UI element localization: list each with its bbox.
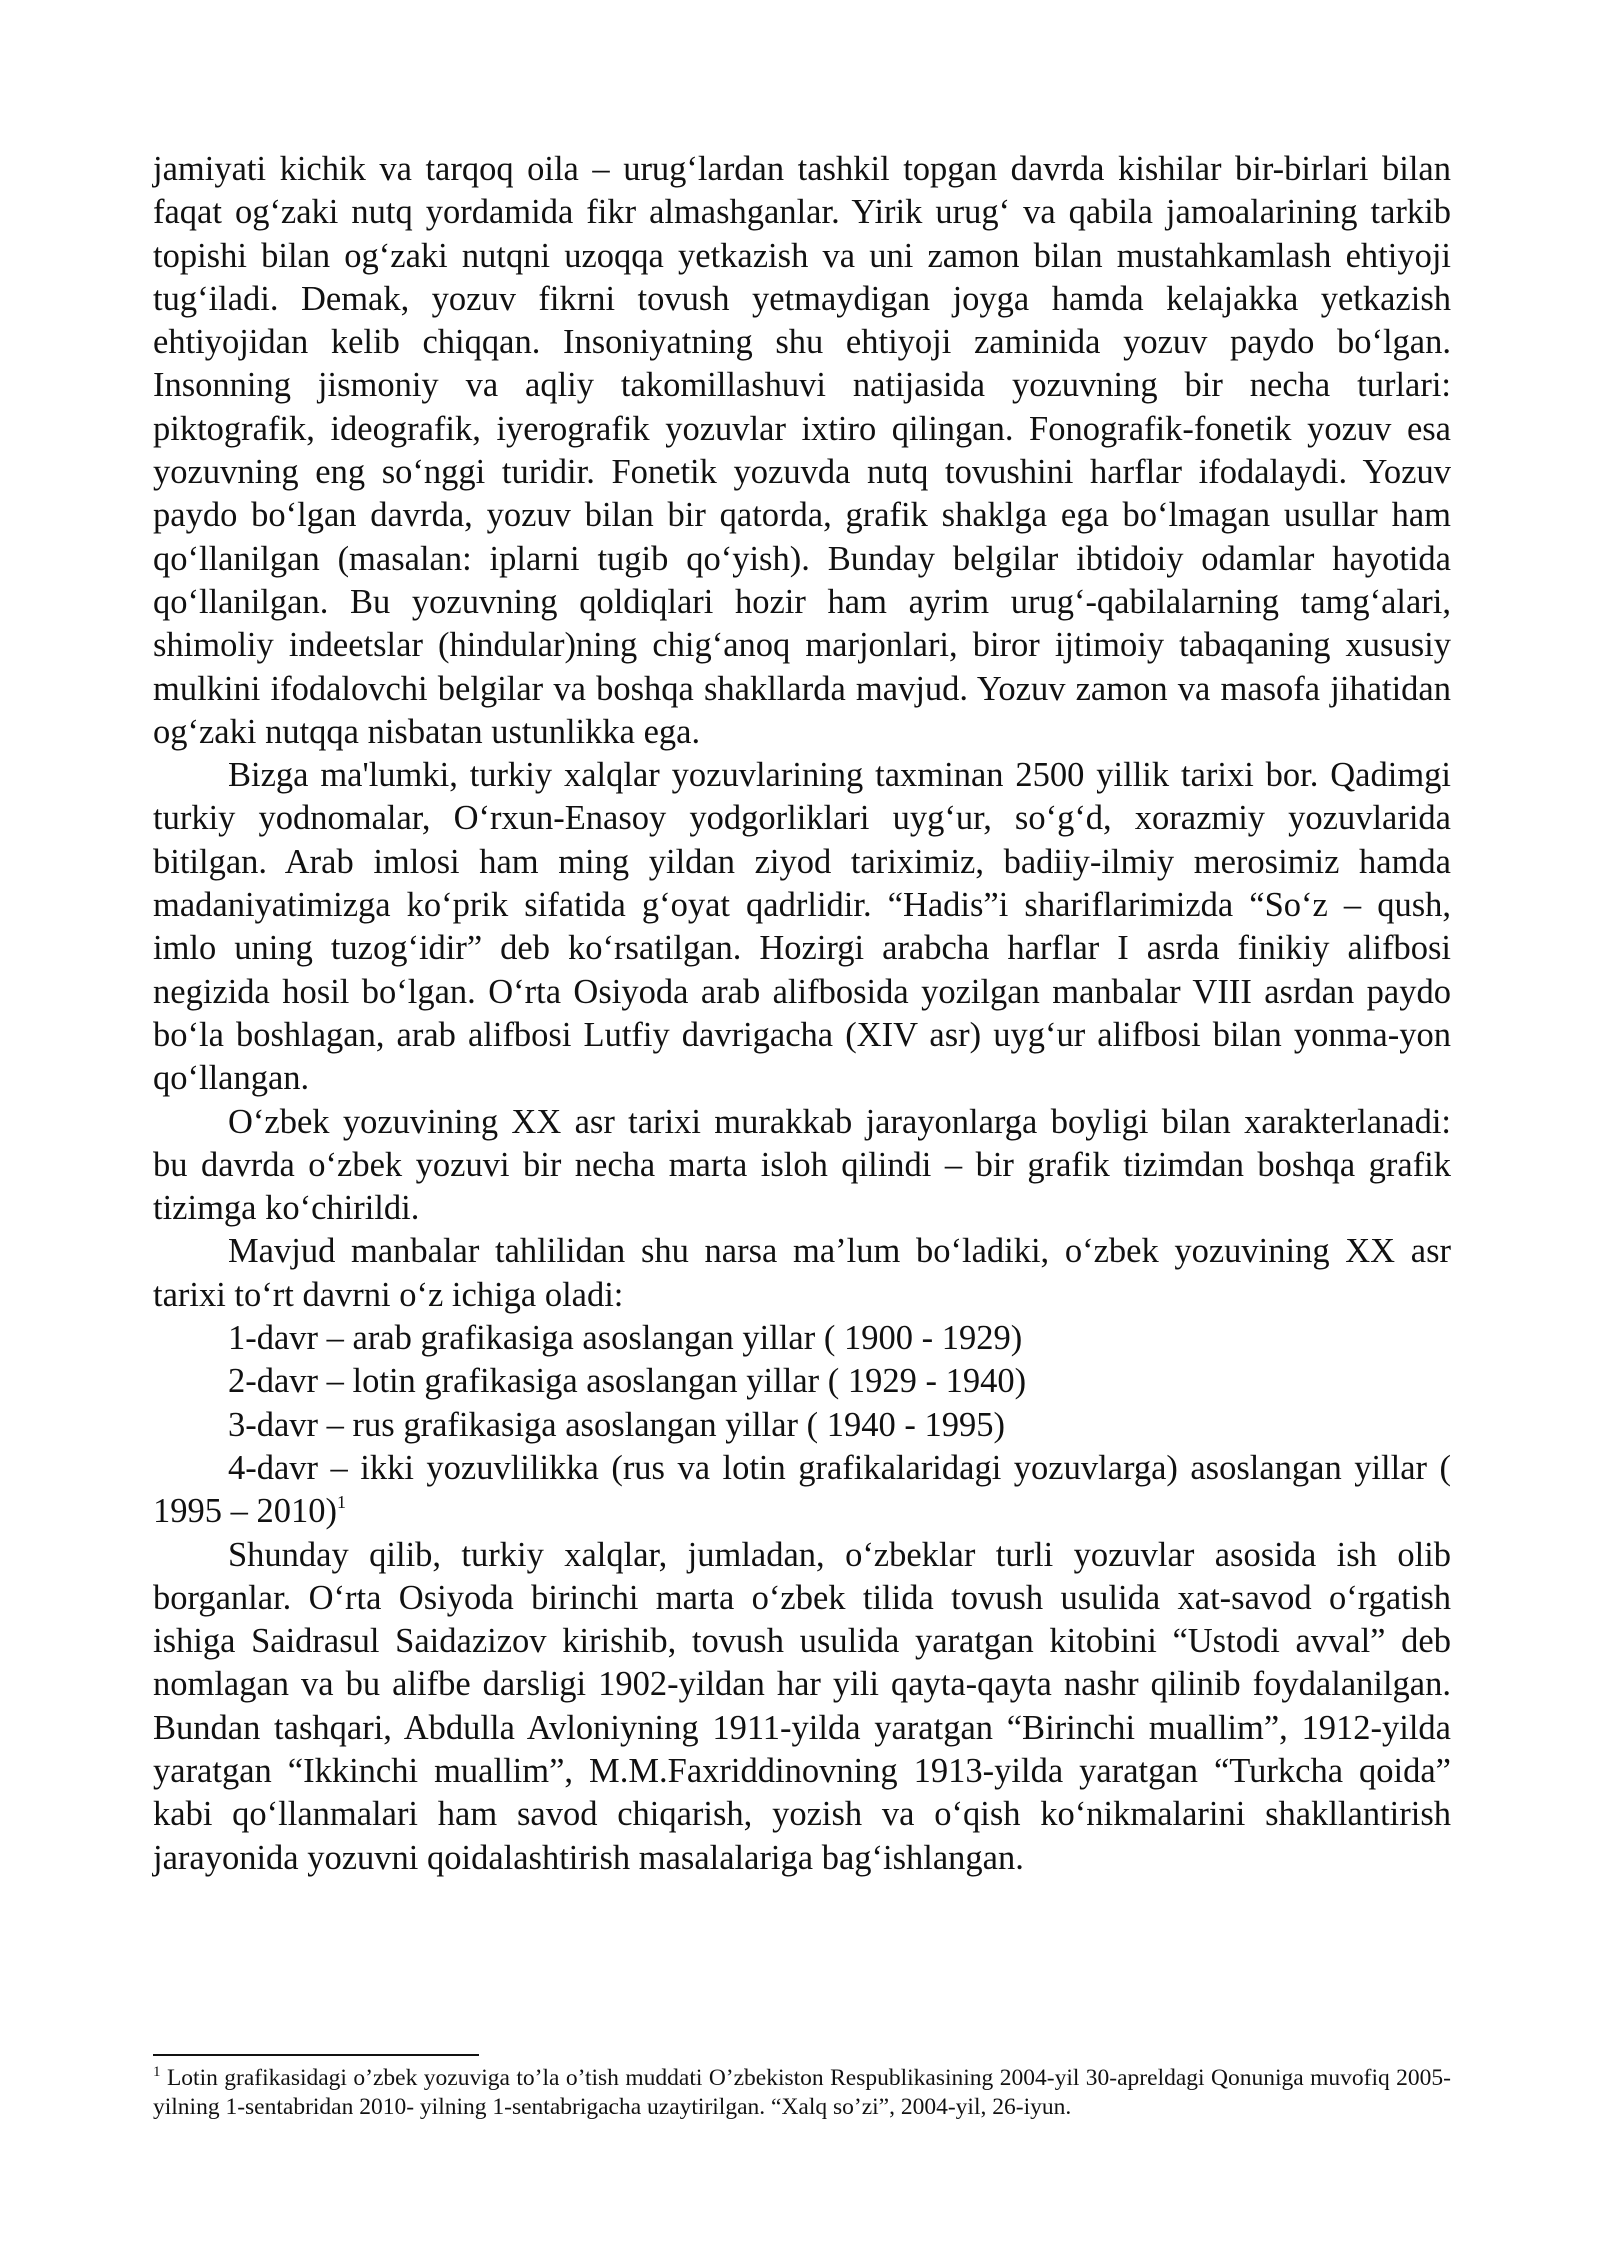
paragraph-turkic-scripts: Bizga ma'lumki, turkiy xalqlar yozuvlarining taxminan 2500 yillik tarixi bor. Qadimgi turkiy yodnomalar, O‘rxun-Enasoy yodgorliklari uyg‘ur, so‘g‘d, xorazmiy yozuvlarida bitilgan. Arab imlosi ham ming yildan ziyod tariximiz, badiiy-ilmiy merosimiz hamda madaniyatimizga ko‘prik sifatida g‘oyat qadrlidir. “Hadis”i shariflarimizda “So‘z – qush, imlo uning tuzog‘idir” deb ko‘rsatilgan. Hozirgi arabcha harflar I asrda finikiy alifbosi negizida hosil bo‘lgan. O‘rta Osiyoda arab alifbosida yozilgan manbalar VIII asrdan paydo bo‘la boshlagan, arab alifbosi Lutfiy davrigacha (XIV asr) uyg‘ur alifbosi bilan yonma-yon qo‘llangan.	[153, 756, 1451, 1098]
footnote-reference[interactable]: 1	[337, 1492, 346, 1513]
document-body	[153, 148, 1451, 1880]
paragraph-writing-origins: jamiyati kichik va tarqoq oila – urug‘lardan tashkil topgan davrda kishilar bir-birlari bilan faqat og‘zaki nutq yordamida fikr almashganlar. Yirik urug‘ va qabila jamoalarining tarkib topishi bilan og‘zaki nutqni uzoqqa yetkazish va uni zamon bilan mustahkamlash ehtiyoji tug‘iladi. Demak, yozuv fikrni tovush yetmaydigan joyga hamda kelajakka yetkazish ehtiyojidan kelib chiqqan. Insoniyatning shu ehtiyoji zaminida yozuv paydo bo‘lgan. Insonning jismoniy va aqliy takomillashuvi natijasida yozuvning bir necha turlari: piktografik, ideografik, iyerografik yozuvlar ixtiro qilingan. Fonografik-fonetik yozuv esa yozuvning eng so‘nggi turidir. Fonetik yozuvda nutq tovushini harflar ifodalaydi. Yozuv paydo bo‘lgan davrda, yozuv bilan bir qatorda, grafik shaklga ega bo‘lmagan usullar ham qo‘llanilgan (masalan: iplarni tugib qo‘yish). Bunday belgilar ibtidoiy odamlar hayotida qo‘llanilgan. Bu yozuvning qoldiqlari hozir ham ayrim urug‘-qabilalarning tamg‘alari, shimoliy indeetslar (hindular)ning chig‘anoq marjonlari, biror ijtimoiy tabaqaning xususiy mulkini ifodalovchi belgilar va boshqa shakllarda mavjud. Yozuv zamon va masofa jihatidan og‘zaki nutqqa nisbatan ustunlikka ega.	[153, 150, 1451, 751]
footnote	[153, 2064, 1451, 2122]
paragraph-closing: Shunday qilib, turkiy xalqlar, jumladan, o‘zbeklar turli yozuvlar asosida ish olib borganlar. O‘rta Osiyoda birinchi marta o‘zbek tilida tovush usulida xat-savod o‘rgatish ishiga Saidrasul Saidazizov kirishib, tovush usulida yaratgan kitobini “Ustodi avval” deb nomlagan va bu alifbe darsligi 1902-yildan har yili qayta-qayta nashr qilinib foydalanilgan. Bundan tashqari, Abdulla Avloniyning 1911-yilda yaratgan “Birinchi muallim”, 1912-yilda yaratgan “Ikkinchi muallim”, M.M.Faxriddinovning 1913-yilda yaratgan “Turkcha qoida” kabi qo‘llanmalari ham savod chiqarish, yozish va o‘qish ko‘nikmalarini shakllantirish jarayonida yozuvni qoidalashtirish masalalariga bag‘ishlangan.	[153, 1535, 1451, 1877]
footnote-divider	[153, 2054, 479, 2056]
period-3: 3-davr – rus grafikasiga asoslangan yillar ( 1940 - 1995)	[228, 1405, 1005, 1444]
period-4	[153, 1447, 1451, 1534]
period-1: 1-davr – arab grafikasiga asoslangan yillar ( 1900 - 1929)	[228, 1319, 1023, 1358]
paragraph-xx-century-history: O‘zbek yozuvining XX asr tarixi murakkab jarayonlarga boyligi bilan xarakterlanadi: bu davrda o‘zbek yozuvi bir necha marta isloh qilindi – bir grafik tizimdan boshqa grafik tizimga ko‘chirildi.	[153, 1102, 1451, 1228]
paragraph-four-periods-intro: Mavjud manbalar tahlilidan shu narsa ma’lum bo‘ladiki, o‘zbek yozuvining XX asr tarixi to‘rt davrni o‘z ichiga oladi:	[153, 1232, 1451, 1314]
footnote-marker: 1	[153, 2064, 161, 2080]
period-4-text: 4-davr – ikki yozuvlilikka (rus va lotin grafikalaridagi yozuvlarga) asoslangan yillar ( 1995 – 2010)	[153, 1448, 1451, 1531]
period-2: 2-davr – lotin grafikasiga asoslangan yillar ( 1929 - 1940)	[228, 1362, 1027, 1401]
footnote-text: Lotin grafikasidagi o’zbek yozuviga to’la o’tish muddati O’zbekiston Respublikasining 2004-yil 30-apreldagi Qonuniga muvofiq 2005-yilning 1-sentabridan 2010- yilning 1-sentabrigacha uzaytirilgan. “Xalq so’zi”, 2004-yil, 26-iyun.	[153, 2065, 1451, 2120]
